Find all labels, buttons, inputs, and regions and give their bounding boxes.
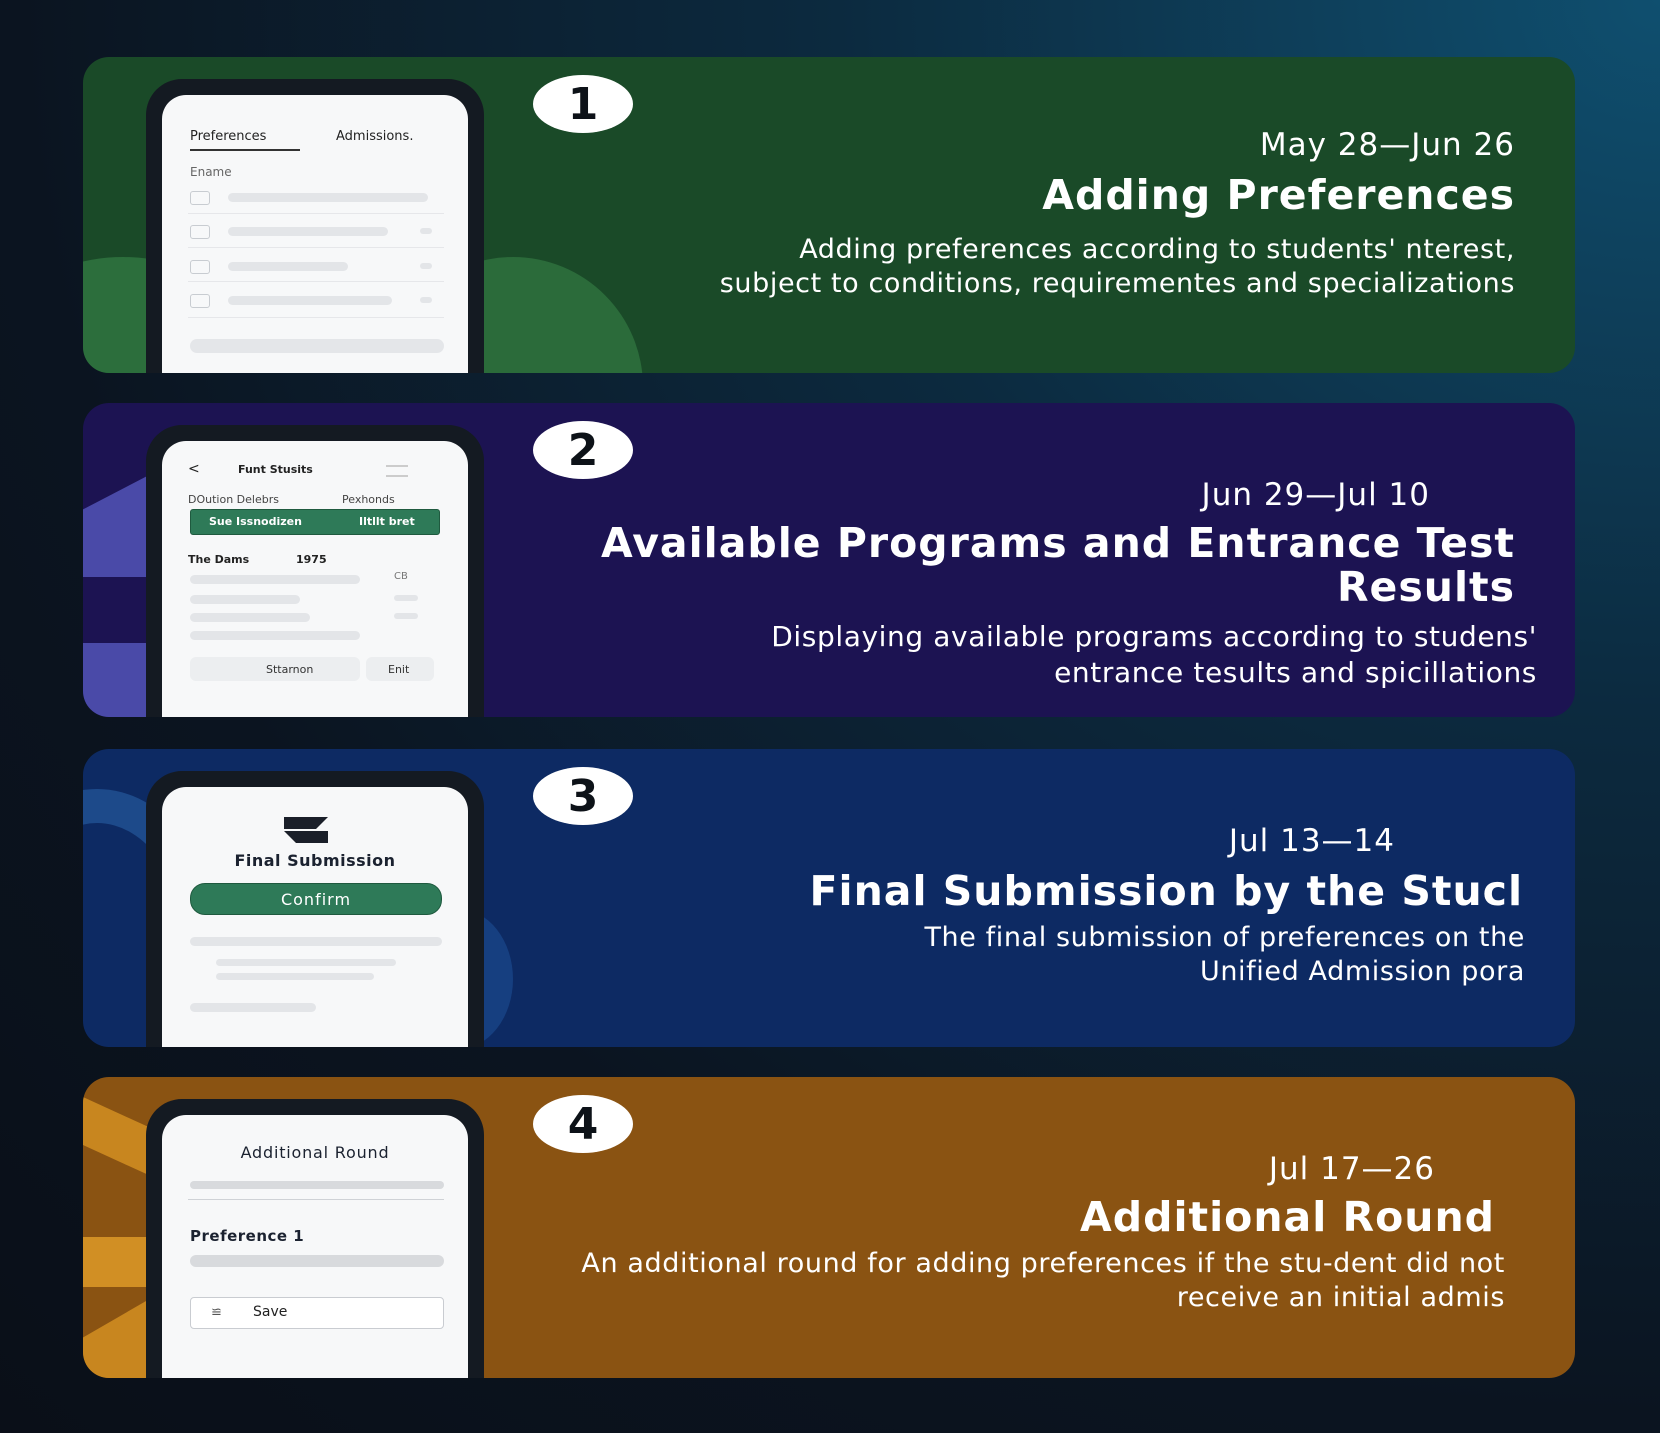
secondary-button-label: Sttarnon xyxy=(266,663,314,676)
logo-icon xyxy=(276,813,336,847)
decor-band xyxy=(83,643,153,717)
placeholder-line xyxy=(228,227,388,236)
step-date: Jul 17—26 xyxy=(1268,1151,1435,1187)
placeholder-line xyxy=(190,595,300,604)
placeholder-dot xyxy=(394,595,418,601)
row-label: The Dams xyxy=(188,553,250,566)
decor-band xyxy=(83,1097,153,1177)
save-button-label: Save xyxy=(253,1304,288,1320)
tab-preferences[interactable]: Preferences xyxy=(190,129,267,144)
placeholder-line xyxy=(228,296,392,305)
save-button[interactable] xyxy=(190,1297,444,1329)
step-date: Jul 13—14 xyxy=(1228,823,1395,859)
menu-icon[interactable] xyxy=(386,465,408,477)
placeholder-dot xyxy=(394,613,418,619)
highlight-right-text: Iltllt bret xyxy=(359,515,415,528)
step-description: An additional round for adding preferences if the stu-dent did not receive an initial admis xyxy=(581,1248,1505,1313)
preference-input[interactable] xyxy=(190,1255,444,1267)
tab-underline xyxy=(190,149,300,151)
divider xyxy=(188,213,444,214)
step-number-badge: 2 xyxy=(533,421,633,479)
screen-heading: Final Submission xyxy=(234,851,396,870)
row-value: 1975 xyxy=(296,553,327,566)
step-title: Additional Round xyxy=(1080,1193,1495,1241)
phone-screen xyxy=(162,441,468,717)
placeholder-dot xyxy=(420,228,432,234)
step-description: Displaying available programs according to studens' entrance tesults and spicillations xyxy=(771,620,1537,689)
step-description: The final submission of preferences on the Unified Admission pora xyxy=(924,922,1525,987)
step-number-badge: 3 xyxy=(533,767,633,825)
placeholder-line xyxy=(190,1003,316,1012)
step-card-4 xyxy=(83,1077,1575,1378)
step-card-2 xyxy=(83,403,1575,717)
phone-screen xyxy=(162,95,468,373)
step-number-badge: 1 xyxy=(533,75,633,133)
placeholder-line xyxy=(190,937,442,946)
confirm-button-label: Confirm xyxy=(280,889,352,909)
decor-band xyxy=(83,1297,153,1378)
back-arrow-icon[interactable]: < xyxy=(188,461,200,477)
phone-mockup xyxy=(146,425,484,717)
placeholder-dot xyxy=(420,263,432,269)
step-card-1 xyxy=(83,57,1575,373)
placeholder-line xyxy=(216,959,396,966)
submit-bar-placeholder[interactable] xyxy=(190,339,444,353)
screen-heading: Additional Round xyxy=(240,1143,390,1162)
placeholder-line xyxy=(190,575,360,584)
column-header-left: DOution Delebrs xyxy=(188,493,279,506)
divider xyxy=(188,281,444,282)
column-header-right: Pexhonds xyxy=(342,493,395,506)
placeholder-line xyxy=(228,262,348,271)
decor-band xyxy=(83,1237,153,1287)
tab-admissions[interactable]: Admissions. xyxy=(336,129,414,144)
field-label: Ename xyxy=(190,165,232,179)
placeholder-line xyxy=(190,613,310,622)
divider xyxy=(188,1199,444,1200)
exit-button[interactable] xyxy=(366,657,434,681)
phone-mockup xyxy=(146,771,484,1047)
placeholder-line xyxy=(190,1181,444,1189)
phone-mockup xyxy=(146,79,484,373)
phone-mockup xyxy=(146,1099,484,1378)
save-icon: ≌ xyxy=(211,1304,222,1319)
step-date: Jun 29—Jul 10 xyxy=(1201,477,1430,513)
placeholder-line xyxy=(228,193,428,202)
screen-title: Funt Stusits xyxy=(238,463,313,476)
step-description: Adding preferences according to students' nterest, subject to conditions, requirementes and specializations xyxy=(719,234,1515,299)
placeholder-dot xyxy=(420,297,432,303)
divider xyxy=(188,247,444,248)
step-card-3 xyxy=(83,749,1575,1047)
checkbox[interactable] xyxy=(190,191,210,205)
highlight-left-text: Sue Issnodizen xyxy=(209,515,302,528)
decor-band xyxy=(83,473,153,577)
step-number-badge: 4 xyxy=(533,1095,633,1153)
checkbox[interactable] xyxy=(190,225,210,239)
highlight-row[interactable] xyxy=(190,509,440,535)
secondary-button[interactable] xyxy=(190,657,360,681)
divider xyxy=(188,317,444,318)
phone-screen xyxy=(162,787,468,1047)
checkbox[interactable] xyxy=(190,294,210,308)
preference-label: Preference 1 xyxy=(190,1227,305,1245)
step-title: Available Programs and Entrance Test Results xyxy=(600,519,1515,611)
step-title: Final Submission by the Stucl xyxy=(809,867,1523,915)
step-title: Adding Preferences xyxy=(1042,171,1515,219)
checkbox[interactable] xyxy=(190,260,210,274)
row-tag: CB xyxy=(394,571,408,582)
confirm-button[interactable] xyxy=(190,883,442,915)
placeholder-line xyxy=(216,973,374,980)
placeholder-line xyxy=(190,631,360,640)
step-date: May 28—Jun 26 xyxy=(1259,127,1515,163)
phone-screen xyxy=(162,1115,468,1378)
exit-button-label: Enit xyxy=(388,663,410,676)
